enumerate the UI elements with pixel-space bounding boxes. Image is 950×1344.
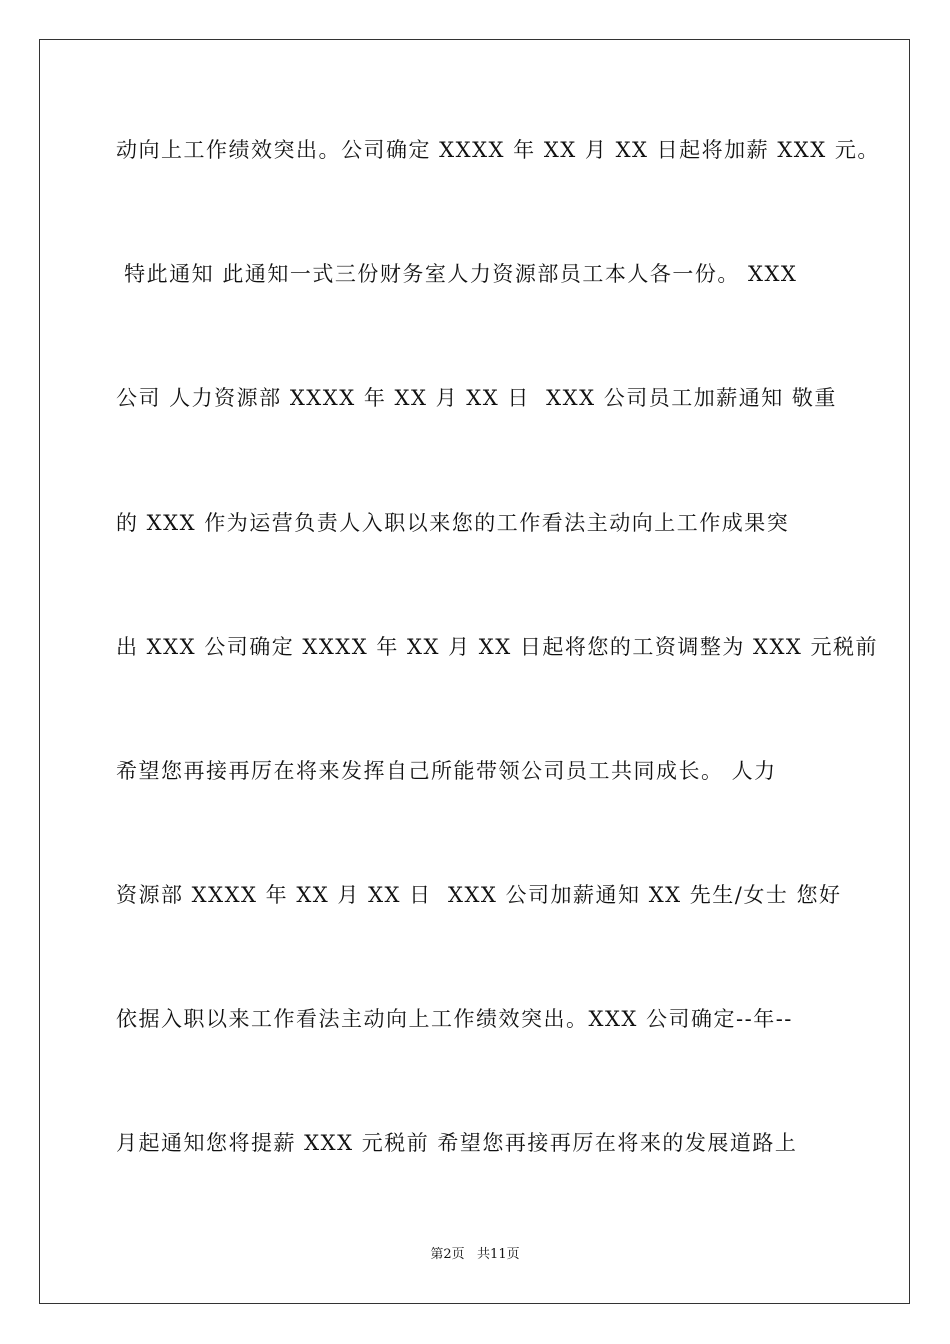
body-text-line-3: 公司 人力资源部 XXXX 年 XX 月 XX 日 XXX 公司员工加薪通知 敬重 — [116, 386, 837, 410]
body-text-line-8: 依据入职以来工作看法主动向上工作绩效突出。XXX 公司确定--年-- — [116, 1007, 793, 1031]
body-text-line-5: 出 XXX 公司确定 XXXX 年 XX 月 XX 日起将您的工资调整为 XXX 元税前 — [116, 635, 879, 659]
body-text-line-2: 特此通知 此通知一式三份财务室人力资源部员工本人各一份。 XXX — [116, 262, 798, 286]
page-border — [39, 39, 910, 1304]
body-text-line-4: 的 XXX 作为运营负责人入职以来您的工作看法主动向上工作成果突 — [116, 511, 790, 535]
body-text-line-9: 月起通知您将提薪 XXX 元税前 希望您再接再厉在将来的发展道路上 — [116, 1131, 798, 1155]
body-text-line-7: 资源部 XXXX 年 XX 月 XX 日 XXX 公司加薪通知 XX 先生/女士 您好 — [116, 883, 842, 907]
body-text-line-1: 动向上工作绩效突出。公司确定 XXXX 年 XX 月 XX 日起将加薪 XXX 元。 — [116, 138, 880, 162]
body-text-line-6: 希望您再接再厉在将来发挥自己所能带领公司员工共同成长。 人力 — [116, 759, 777, 783]
page-number-footer: 第2页 共11页 — [430, 1247, 520, 1262]
